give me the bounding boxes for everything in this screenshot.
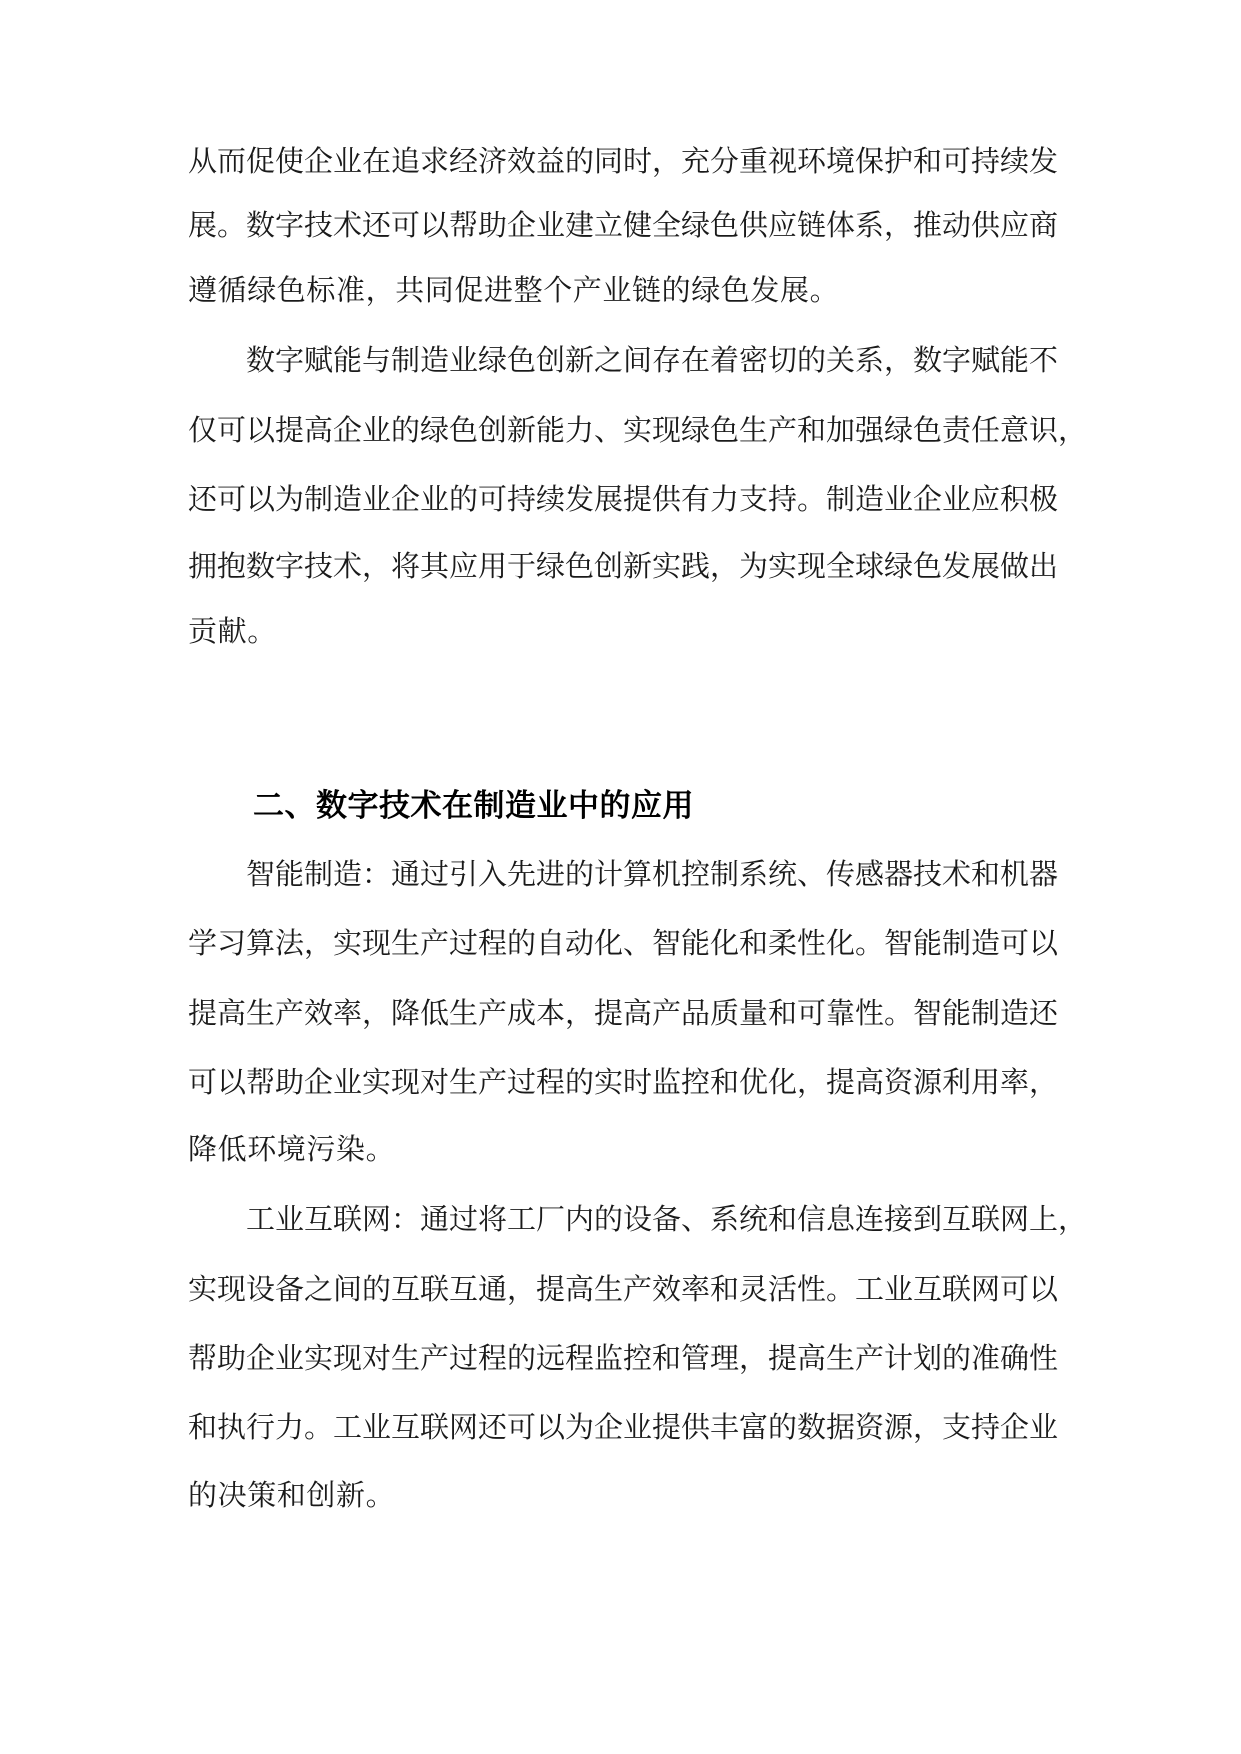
paragraph-line: 贡献。 [188,614,277,648]
paragraph-line: 帮助企业实现对生产过程的远程监控和管理，提高生产计划的准确性 [188,1341,1059,1375]
paragraph-line: 提高生产效率，降低生产成本，提高产品质量和可靠性。智能制造还 [188,996,1059,1030]
paragraph-line: 学习算法，实现生产过程的自动化、智能化和柔性化。智能制造可以 [188,926,1059,960]
paragraph-line: 降低环境污染。 [188,1132,396,1166]
paragraph-line: 还可以为制造业企业的可持续发展提供有力支持。制造业企业应积极 [188,482,1059,516]
paragraph-line: 智能制造：通过引入先进的计算机控制系统、传感器技术和机器 [246,857,1059,891]
paragraph-line: 和执行力。工业互联网还可以为企业提供丰富的数据资源，支持企业 [188,1410,1059,1444]
paragraph-line: 数字赋能与制造业绿色创新之间存在着密切的关系，数字赋能不 [246,343,1059,377]
paragraph-line: 从而促使企业在追求经济效益的同时，充分重视环境保护和可持续发 [188,144,1059,178]
paragraph-line: 展。数字技术还可以帮助企业建立健全绿色供应链体系，推动供应商 [188,208,1059,242]
paragraph-line: 实现设备之间的互联互通，提高生产效率和灵活性。工业互联网可以 [188,1272,1059,1306]
paragraph-line: 拥抱数字技术，将其应用于绿色创新实践，为实现全球绿色发展做出 [188,549,1059,583]
paragraph-line: 遵循绿色标准，共同促进整个产业链的绿色发展。 [188,273,840,307]
paragraph-line: 工业互联网：通过将工厂内的设备、系统和信息连接到互联网上， [246,1202,1088,1236]
paragraph-line: 可以帮助企业实现对生产过程的实时监控和优化，提高资源利用率， [188,1065,1059,1099]
paragraph-line: 的决策和创新。 [188,1478,396,1512]
section-heading: 二、数字技术在制造业中的应用 [253,788,694,824]
paragraph-line: 仅可以提高企业的绿色创新能力、实现绿色生产和加强绿色责任意识， [188,413,1088,447]
